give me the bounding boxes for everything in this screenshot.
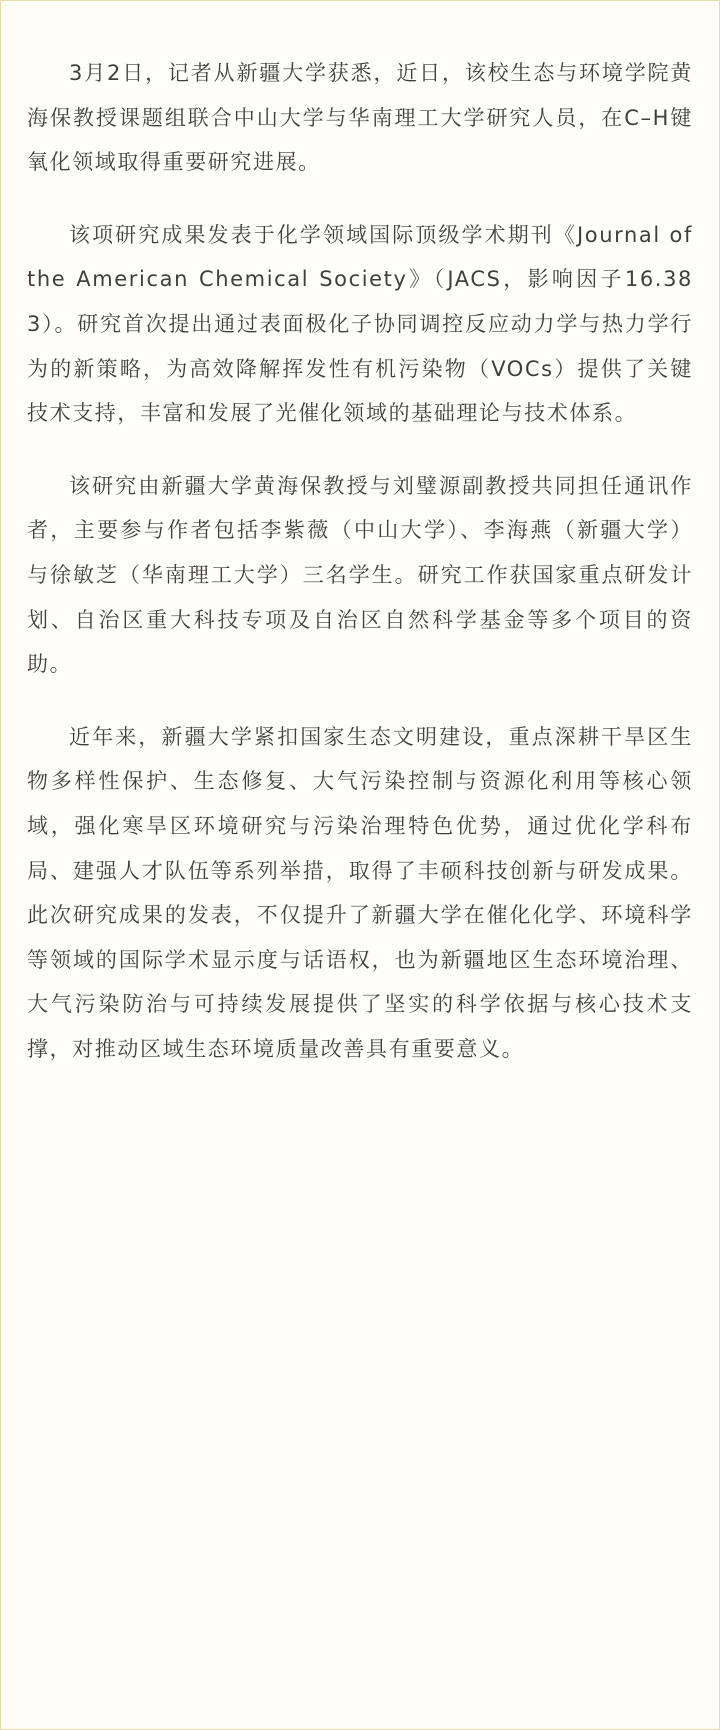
paragraph-significance: 近年来，新疆大学紧扣国家生态文明建设，重点深耕干旱区生物多样性保护、生态修复、大气污染控制与资源化利用等核心领域，强化寒旱区环境研究与污染治理特色优势，通过优化学科布局、建强人才队伍等系列举措，取得了丰硕科技创新与研发成果。此次研究成果的发表，不仅提升了新疆大学在催化化学、环境科学等领域的国际学术显示度与话语权，也为新疆地区生态环境治理、大气污染防治与可持续发展提供了坚实的科学依据与核心技术支撑，对推动区域生态环境质量改善具有重要意义。 — [27, 724, 693, 1061]
paragraph-authors: 该研究由新疆大学黄海保教授与刘璧源副教授共同担任通讯作者，主要参与作者包括李紫薇（中山大学）、李海燕（新疆大学）与徐敏芝（华南理工大学）三名学生。研究工作获国家重点研发计划、自治区重大科技专项及自治区自然科学基金等多个项目的资助。 — [27, 473, 693, 677]
paragraph-intro: 3月2日，记者从新疆大学获悉，近日，该校生态与环境学院黄海保教授课题组联合中山大学与华南理工大学研究人员，在C–H键氧化领域取得重要研究进展。 — [27, 61, 693, 175]
article-body — [27, 51, 693, 1099]
paragraph-publication: 该项研究成果发表于化学领域国际顶级学术期刊《Journal of the American Chemical Society》（JACS，影响因子16.383）。研究首次提出通过表面极化子协同调控反应动力学与热力学行为的新策略，为高效降解挥发性有机污染物（VOCs）提供了关键技术支持，丰富和发展了光催化领域的基础理论与技术体系。 — [27, 222, 693, 426]
